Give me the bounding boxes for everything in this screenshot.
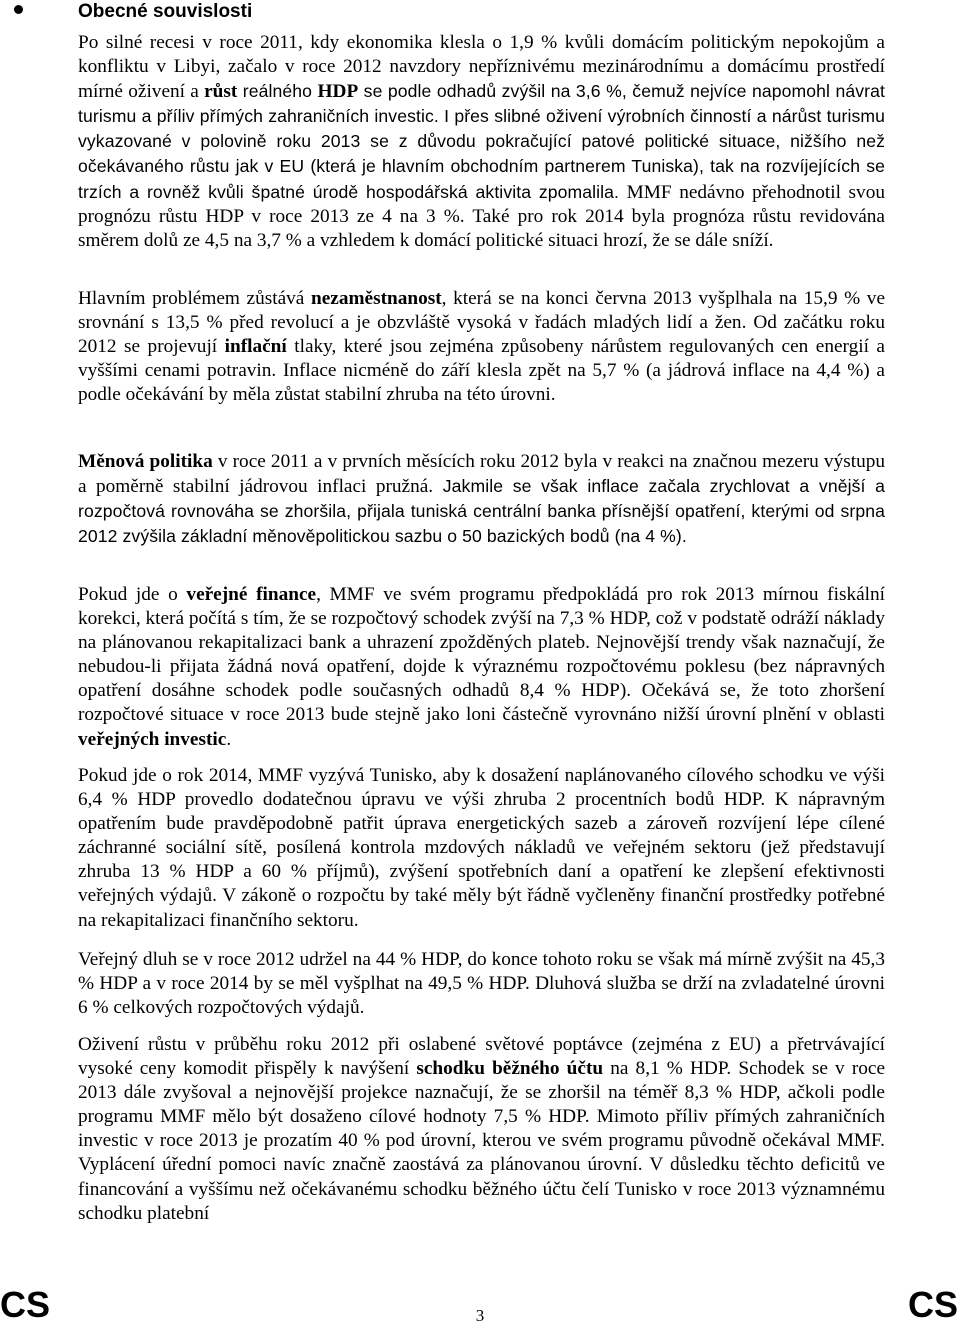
emphasis: HDP: [317, 81, 359, 103]
text: se podle odhadů zvýšil na 3,6 %, čemuž nejvíce napomohl návrat turismu a příliv přímých zahraničních investic. I přes slibné oživení výrobních činností a nárůst turismu vykazované v polovině roku 2013 se z důvodu pokračující patové politické situace, nižšího než očekávaného růstu jak v EU (která je hlavním obchodním partnerem Tuniska), tak na rozvíjejících se trzích a rovněž kvůli špatné úrodě hospodářská aktivita zpomalila.: [78, 81, 885, 202]
paragraph-public-debt: [78, 948, 885, 1020]
paragraph-2014-outlook: [78, 764, 885, 933]
text: v roce 2011 a v prvních měsících roku 2012 byla v reakci na značnou mezeru výstupu a poměrně stabilní jádrovou inflaci pružná.: [78, 451, 885, 498]
text: MMF nedávno přehodnotil svou prognózu růstu HDP v roce 2013 ze 4 na 3 %. Také pro rok 2014 byla prognóza růstu revidována směrem dolů ze 4,5 na 3,7 % a vzhledem k domácí politické situaci hrozí, že se dále sníží.: [78, 181, 885, 251]
paragraph-public-finance: [78, 583, 885, 752]
text: Pokud jde o rok 2014, MMF vyzývá Tunisko, aby k dosažení naplánovaného cílového schodku ve výši 6,4 % HDP provedlo dodatečnou úpravu ve výši zhruba 2 procentních bodů HDP. K nápravným opatřením bude pravděpodobně patřit úprava energetických sazeb a zároveň rozvíjení lépe cílené záchranné sociální sítě, posílená kontrola mzdových nákladů ve veřejném sektoru (jež představují zhruba 13 % HDP a 60 % příjmů), zvýšení spotřebních daní a opatření ke zlepšení efektivnosti veřejných výdajů. V zákoně o rozpočtu by také měly být řádně vyčleněny finanční prostředky potřebné na rekapitalizaci finančního sektoru.: [78, 765, 885, 931]
emphasis: schodku běžného účtu: [416, 1058, 604, 1080]
footer-language-code-right: CS: [907, 1284, 958, 1325]
text: tlaky, které jsou zejména způsobeny nárůstem regulovaných cen energií a vyššími cenami potravin. Inflace nicméně do září klesla zpět na 5,7 % (a jádrová inflace na 4,4 %) a podle očekávání by měla zůstat stabilní zhruba na této úrovni.: [78, 336, 885, 406]
section-title: Obecné souvislosti: [78, 1, 253, 22]
emphasis: inflační: [224, 336, 287, 358]
emphasis: růst: [204, 81, 238, 103]
text: Hlavním problémem zůstává: [78, 288, 311, 309]
paragraph-monetary-policy: [78, 450, 885, 549]
emphasis: nezaměstnanost: [310, 288, 442, 309]
paragraph-general-situation: [78, 31, 885, 253]
emphasis: veřejné finance: [186, 584, 317, 605]
text: Jakmile se však inflace začala zrychlovat a vnější a rozpočtová rovnováha se zhoršila, přijala tuniská centrální banka přísnější opatření, kterými od srpna 2012 zvýšila základní měnověpolitickou sazbu o 50 bazických bodů (na 4 %).: [78, 476, 885, 547]
text: na 8,1 % HDP. Schodek se v roce 2013 dále zvyšoval a nejnovější projekce naznačují, že se zhoršil na téměř 8,3 % HDP, ačkoli podle programu MMF mělo být dosaženo cílové hodnoty 7,5 % HDP. Mimoto příliv přímých zahraničních investic v roce 2013 je prozatím 40 % pod úrovní, kterou ve svém programu původně očekával MMF. Vyplácení úřední pomoci navíc značně zaostává za plánovanou úrovní. V důsledku těchto deficitů ve financování a vyššímu než očekávanému schodku běžného účtu čelí Tunisko v roce 2013 významnému schodku platební: [78, 1058, 885, 1224]
text: , která se na konci června 2013 vyšplhala na 15,9 % ve srovnání s 13,5 % před revolucí a je obzvláště vysoká v řadách mladých lidí a žen. Od začátku roku 2012 se projevují: [78, 288, 886, 358]
emphasis: Měnová politika: [78, 451, 213, 472]
footer-language-code-left: CS: [0, 1284, 51, 1325]
text: , MMF ve svém programu předpokládá pro rok 2013 mírnou fiskální korekci, která počítá s tím, že se rozpočtový schodek zvýší na 7,3 % HDP, což v podstatě odráží náklady na plánovanou rekapitalizaci bank a uhrazení zpožděných plateb. Nejnovější trendy však naznačují, že nebudou-li přijata žádná nová opatření, dojde k výraznému rozpočtovému poklesu (bez nápravných opatření dosáhne schodek podle současných odhadů 8,4 % HDP). Očekává se, že toto zhoršení rozpočtové situace v roce 2013 bude stejně jako loni částečně vyrovnáno nižší úrovní plnění v oblasti: [78, 584, 886, 726]
text: Pokud jde o: [78, 584, 187, 605]
bullet-icon: [14, 5, 23, 14]
section-heading: [78, 0, 252, 24]
emphasis: veřejných investic: [78, 728, 227, 750]
text: reálného: [237, 81, 318, 102]
text: .: [226, 728, 232, 750]
paragraph-current-account: [78, 1033, 885, 1226]
paragraph-unemployment-inflation: [78, 287, 885, 407]
text: Oživení růstu v průběhu roku 2012 při oslabené světové poptávce (zejména z EU) a přetrvávající vysoké ceny komodit přispěly k navýšení: [78, 1034, 885, 1080]
text: Veřejný dluh se v roce 2012 udržel na 44 % HDP, do konce tohoto roku se však má mírně zvýšit na 45,3 % HDP a v roce 2014 by se měl vyšplhat na 49,5 % HDP. Dluhová služba se drží na zvladatelné úrovni 6 % celkových rozpočtových výdajů.: [78, 949, 885, 1019]
page-number: 3: [475, 1306, 485, 1325]
text: Po silné recesi v roce 2011, kdy ekonomika klesla o 1,9 % kvůli domácím politickým nepokojům a konfliktu v Libyi, začalo v roce 2012 navzdory nepříznivému mezinárodnímu a domácímu prostředí mírné oživení a: [78, 32, 885, 103]
